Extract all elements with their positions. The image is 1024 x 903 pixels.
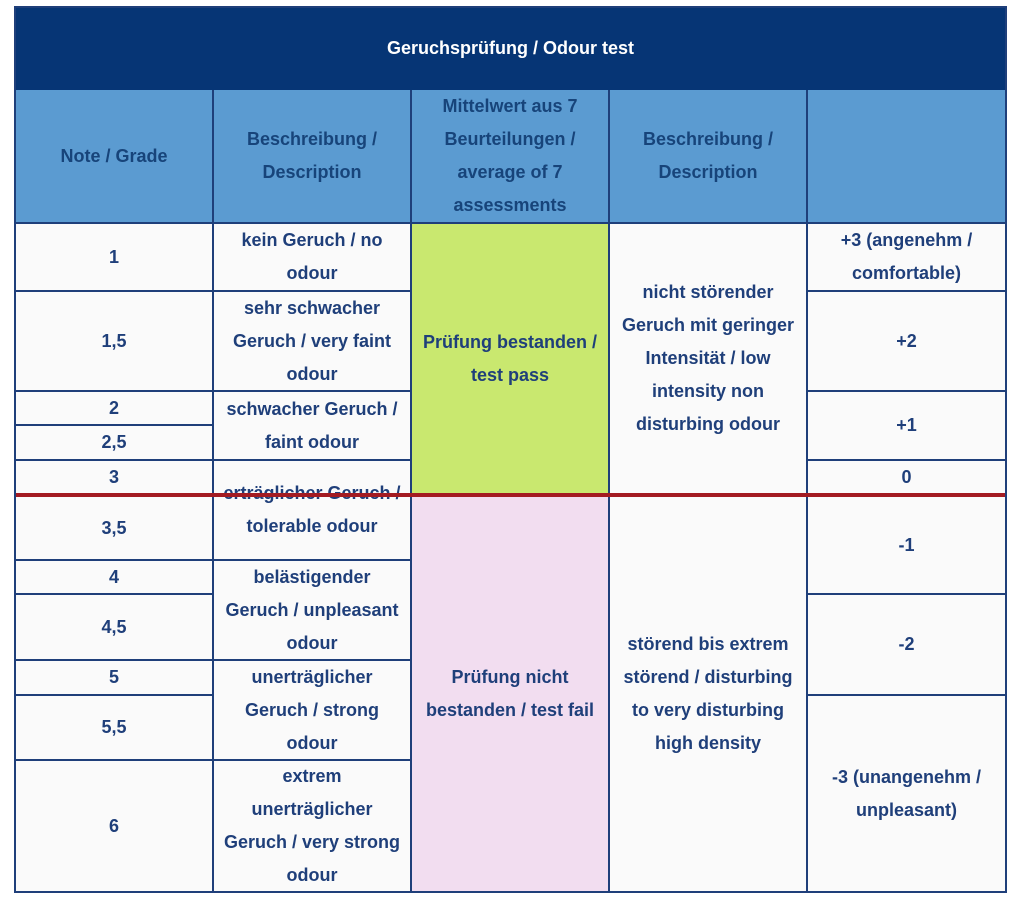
description-cell: unerträglicher Geruch / strong odour — [214, 661, 412, 761]
header-description-2: Beschreibung / Description — [610, 90, 808, 224]
description-cell: tolerable odour — [214, 461, 412, 561]
description-cell: belästigender Geruch / unpleasant odour — [214, 561, 412, 661]
grade-cell: 4 — [16, 561, 214, 595]
grade-cell: 5 — [16, 661, 214, 696]
description-cell: extrem unerträglicher Geruch / very strong odour — [214, 761, 412, 891]
intensity-low-cell: nicht störender Geruch mit geringer Intensität / low intensity non disturbing odour — [610, 224, 808, 495]
header-description: Beschreibung / Description — [214, 90, 412, 224]
header-scale — [808, 90, 1005, 224]
grade-cell: 6 — [16, 761, 214, 891]
grade-cell: 1,5 — [16, 292, 214, 392]
scale-cell: +3 (angenehm / comfortable) — [808, 224, 1005, 292]
scale-cell: +1 — [808, 392, 1005, 461]
grade-cell: 2 — [16, 392, 214, 426]
result-pass-cell: Prüfung bestanden / test pass — [412, 224, 610, 495]
grade-cell: 5,5 — [16, 696, 214, 761]
description-cell: kein Geruch / no odour — [214, 224, 412, 292]
odour-test-table — [14, 6, 1007, 893]
scale-cell: +2 — [808, 292, 1005, 392]
grade-cell: 3,5 — [16, 497, 214, 561]
grade-cell: 2,5 — [16, 426, 214, 461]
result-fail-cell: Prüfung nicht bestanden / test fail — [412, 497, 610, 891]
header-grade: Note / Grade — [16, 90, 214, 224]
scale-cell: -3 (unangenehm / unpleasant) — [808, 696, 1005, 891]
intensity-high-cell: störend bis extrem störend / disturbing to very disturbing high density — [610, 497, 808, 891]
grade-cell: 3 — [16, 461, 214, 495]
grade-cell: 1 — [16, 224, 214, 292]
description-cell: schwacher Geruch / faint odour — [214, 392, 412, 461]
scale-cell: -2 — [808, 595, 1005, 696]
grade-cell: 4,5 — [16, 595, 214, 661]
table-title: Geruchsprüfung / Odour test — [16, 8, 1005, 90]
pass-fail-separator — [16, 493, 1005, 497]
scale-cell: -1 — [808, 497, 1005, 595]
description-cell: sehr schwacher Geruch / very faint odour — [214, 292, 412, 392]
header-average: Mittelwert aus 7 Beurteilungen / average of 7 assessments — [412, 90, 610, 224]
scale-cell: 0 — [808, 461, 1005, 495]
